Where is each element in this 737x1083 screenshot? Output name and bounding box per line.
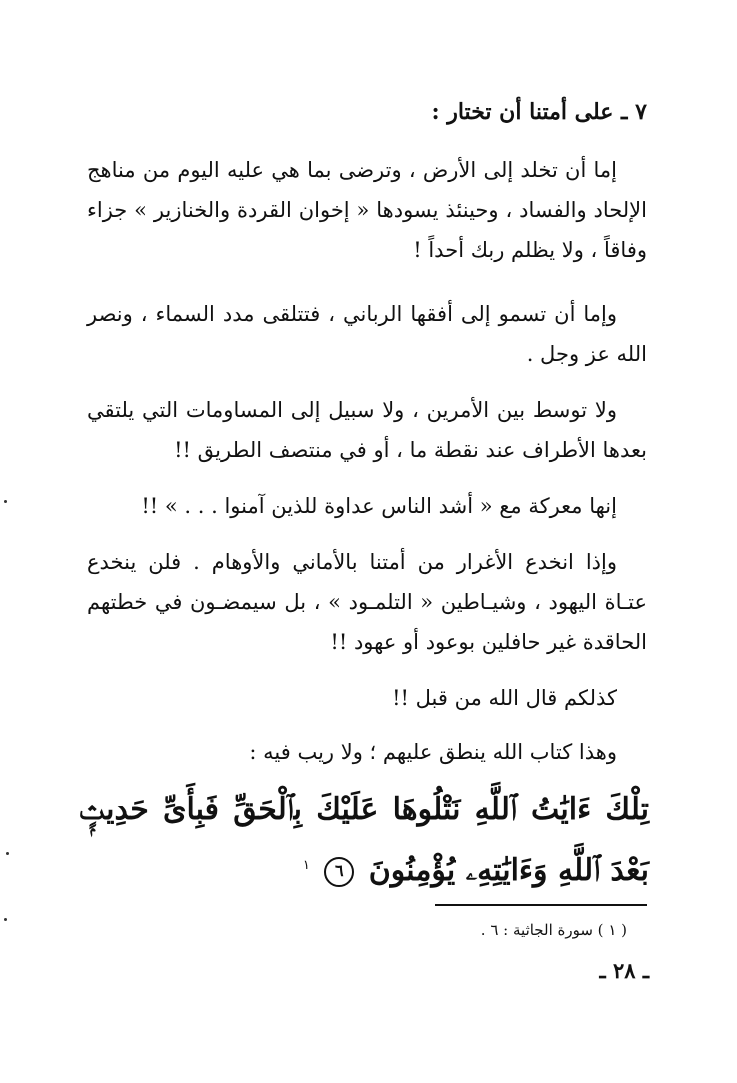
- paragraph-5: وإذا انخدع الأغرار من أمتنا بالأماني والأوهام . فلن ينخدع عتـاة اليهود ، وشيـاطين « التلمـود » ، بل سيمضـون في خطتهم الحاقدة غير حافلين بوعود أو عهود !!: [87, 550, 647, 654]
- footnote-reference: ١: [302, 858, 310, 873]
- section-heading: ٧ ـ على أمتنا أن تختار :: [431, 99, 647, 125]
- page-number: ـ ٢٨ ـ: [599, 958, 649, 983]
- quran-verse: [79, 782, 649, 899]
- footnote-divider: [435, 904, 647, 906]
- paragraph-1: إما أن تخلد إلى الأرض ، وترضى بما هي عليه اليوم من مناهج الإلحاد والفساد ، وحينئذ يسودها « إخوان القردة والخنازير » جزاء وفاقاً ، ولا يظلم ربك أحداً !: [87, 158, 647, 262]
- paragraph-3: ولا توسط بين الأمرين ، ولا سبيل إلى المساومات التي يلتقي بعدها الأطراف عند نقطة ما ، أو في منتصف الطريق !!: [87, 398, 647, 462]
- footnote: ( ١ ) سورة الجاثية : ٦ .: [480, 921, 627, 939]
- paragraph-6: كذلكم قال الله من قبل !!: [392, 686, 617, 710]
- scan-speck: [4, 500, 7, 503]
- paragraph-7: وهذا كتاب الله ينطق عليهم ؛ ولا ريب فيه :: [249, 740, 617, 764]
- paragraph-2: وإما أن تسمو إلى أفقها الرباني ، فتتلقى مدد السماء ، ونصر الله عز وجل .: [87, 302, 647, 366]
- ayah-number-marker: ٦: [324, 857, 354, 887]
- paragraph-4: إنها معركة مع « أشد الناس عداوة للذين آمنوا . . . » !!: [141, 494, 617, 518]
- quran-verse-text: تِلْكَ ءَايَٰتُ ٱللَّهِ نَتْلُوهَا عَلَيْكَ بِٱلْحَقِّ فَبِأَىِّ حَدِيثٍۭ بَعْدَ ٱللَّهِ وَءَايَٰتِهِۦ يُؤْمِنُونَ: [79, 792, 649, 888]
- scan-speck: [6, 852, 9, 855]
- scan-speck: [4, 918, 7, 921]
